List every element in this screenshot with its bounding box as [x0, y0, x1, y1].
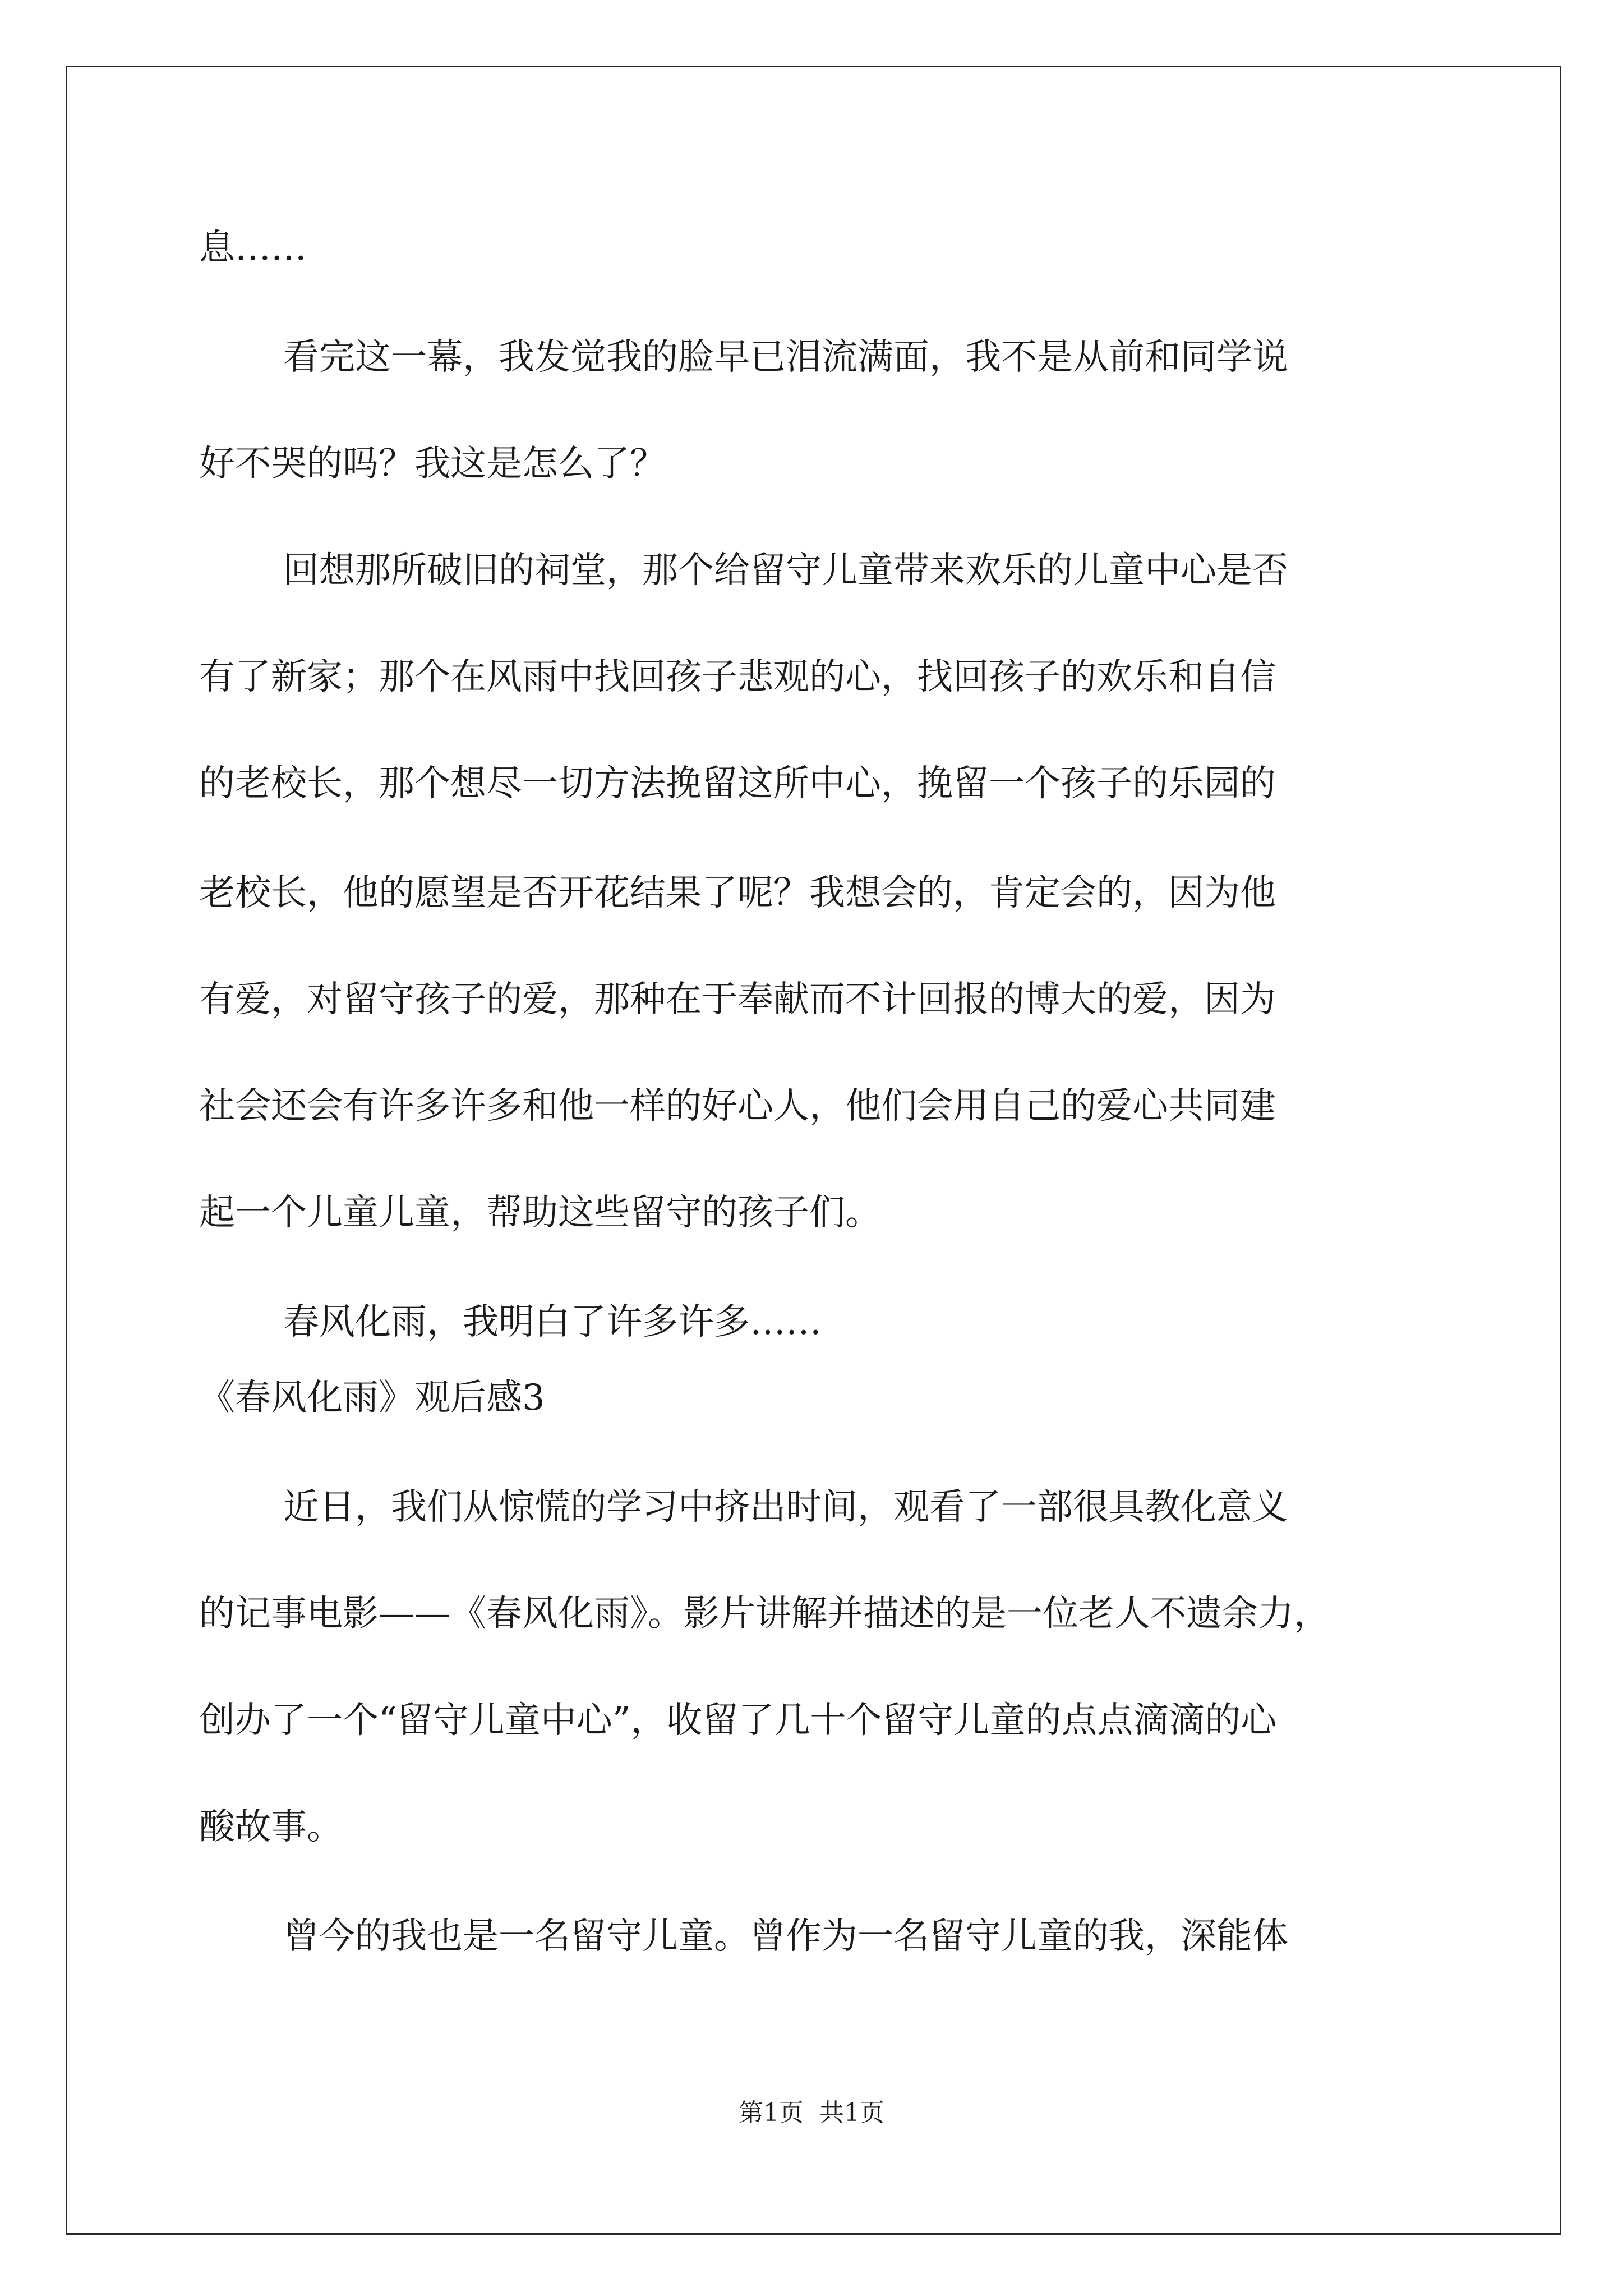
text-line: 有爱，对留守孩子的爱，那种在于奉献而不计回报的博大的爱，因为: [199, 979, 1276, 1020]
text-line: 近日，我们从惊慌的学习中挤出时间，观看了一部很具教化意义: [283, 1487, 1288, 1528]
text-line: 社会还会有许多许多和他一样的好心人，他们会用自己的爱心共同建: [199, 1085, 1276, 1127]
text-line: 创办了一个“留守儿童中心”，收留了几十个留守儿童的点点滴滴的心: [199, 1700, 1277, 1741]
text-line: 好不哭的吗？我这是怎么了？: [199, 443, 666, 485]
text-line: 息……: [199, 227, 307, 269]
text-line: 回想那所破旧的祠堂，那个给留守儿童带来欢乐的儿童中心是否: [283, 550, 1288, 591]
text-line: 的记事电影——《春风化雨》。影片讲解并描述的是一位老人不遗余力，: [199, 1593, 1330, 1635]
page-border: [66, 66, 1561, 2235]
text-line: 的老校长，那个想尽一切方法挽留这所中心，挽留一个孩子的乐园的: [199, 763, 1276, 804]
section-heading: 《春风化雨》观后感3: [199, 1377, 545, 1419]
text-line: 起一个儿童儿童，帮助这些留守的孩子们。: [199, 1192, 881, 1234]
text-line: 老校长，他的愿望是否开花结果了呢？我想会的，肯定会的，因为他: [199, 872, 1276, 914]
text-line: 曾今的我也是一名留守儿童。曾作为一名留守儿童的我，深能体: [283, 1916, 1288, 1957]
text-line: 春风化雨，我明白了许多许多……: [283, 1301, 822, 1343]
page-number-footer: 第1页 共1页: [739, 2099, 884, 2127]
text-line: 酸故事。: [199, 1806, 343, 1848]
text-line: 有了新家；那个在风雨中找回孩子悲观的心，找回孩子的欢乐和自信: [199, 656, 1276, 698]
text-line: 看完这一幕，我发觉我的脸早已泪流满面，我不是从前和同学说: [283, 337, 1288, 378]
